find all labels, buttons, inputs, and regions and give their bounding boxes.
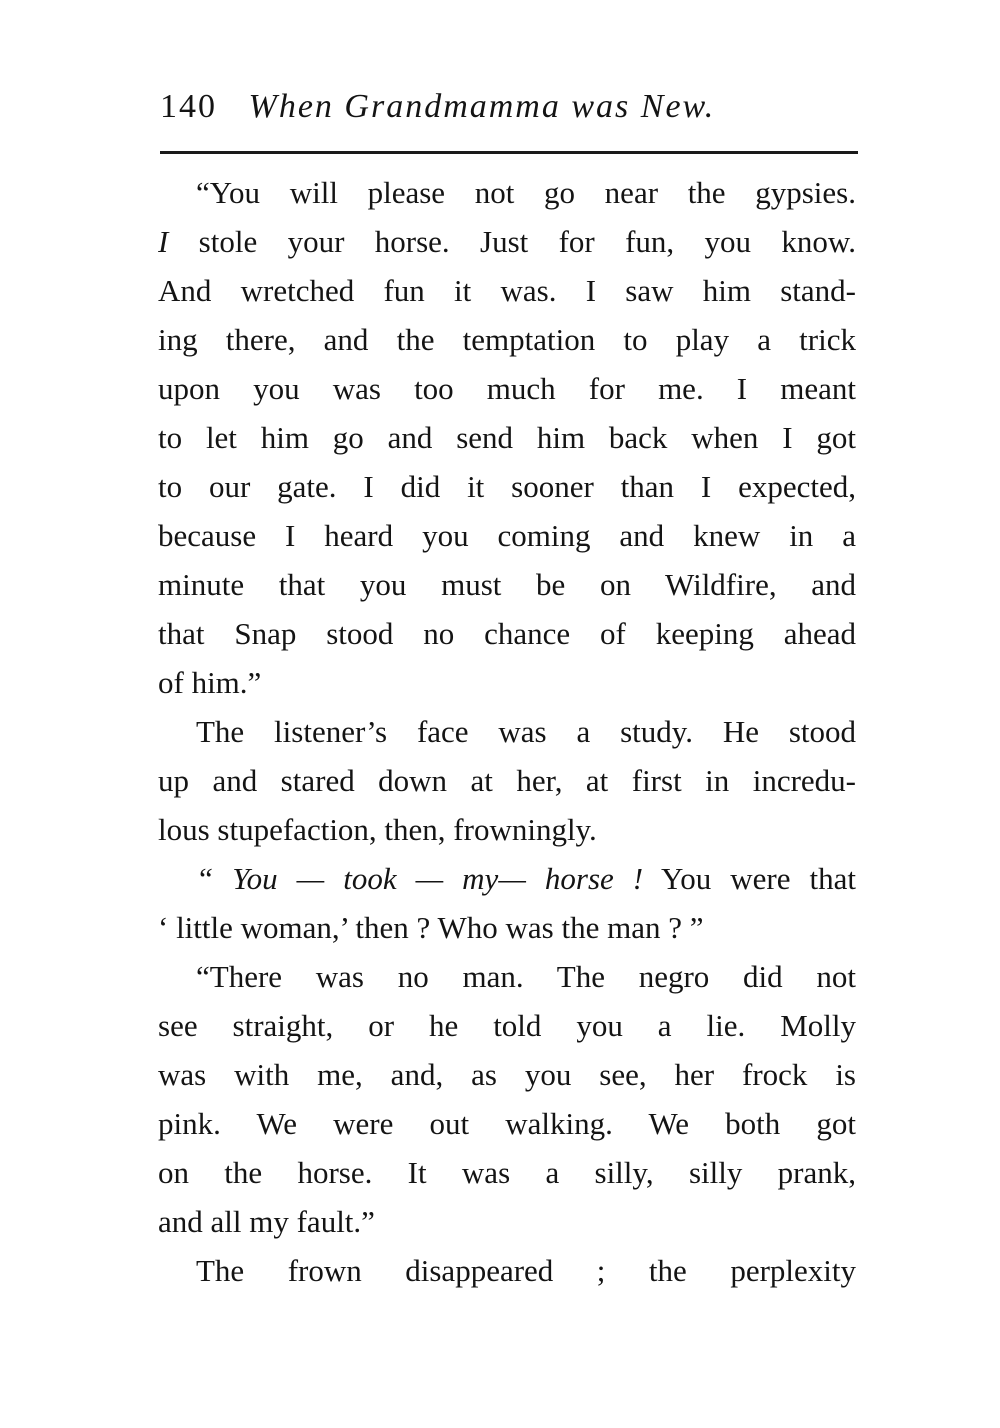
text-line: “ You — took — my— horse ! You were that [196, 861, 856, 896]
text-line: And wretched fun it was. I saw him stand- [158, 273, 856, 308]
page-number: 140 [160, 88, 217, 125]
text-line: to let him go and send him back when I got [158, 420, 856, 455]
text-line: because I heard you coming and knew in a [158, 518, 856, 553]
header-rule [160, 151, 858, 154]
text-line: see straight, or he told you a lie. Molly [158, 1008, 856, 1043]
running-head [160, 88, 860, 138]
body-text [158, 168, 856, 1295]
text-line: to our gate. I did it sooner than I expected, [158, 469, 856, 504]
text-line: minute that you must be on Wildfire, and [158, 567, 856, 602]
text-line: on the horse. It was a silly, silly prank, [158, 1155, 856, 1190]
text-line: up and stared down at her, at first in incredu- [158, 763, 856, 798]
text-line: I stole your horse. Just for fun, you know. [158, 224, 856, 259]
text-line: upon you was too much for me. I meant [158, 371, 856, 406]
text-line: and all my fault.” [158, 1204, 375, 1239]
text-line: ‘ little woman,’ then ? Who was the man ? ” [158, 910, 704, 945]
text-line: The listener’s face was a study. He stood [196, 714, 856, 749]
text-line: “There was no man. The negro did not [196, 959, 856, 994]
text-line: The frown disappeared ; the perplexity [196, 1253, 856, 1288]
text-line: lous stupefaction, then, frowningly. [158, 812, 597, 847]
text-line: that Snap stood no chance of keeping ahead [158, 616, 856, 651]
text-line: was with me, and, as you see, her frock is [158, 1057, 856, 1092]
text-line: ing there, and the temptation to play a trick [158, 322, 856, 357]
text-line: pink. We were out walking. We both got [158, 1106, 856, 1141]
text-line: “You will please not go near the gypsies. [196, 175, 856, 210]
running-title: When Grandmamma was New. [248, 88, 716, 125]
text-line: of him.” [158, 665, 262, 700]
